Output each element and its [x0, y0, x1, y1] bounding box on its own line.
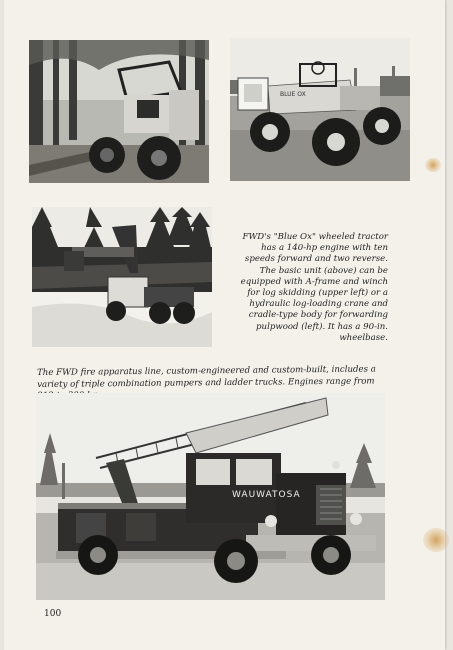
page-number: 100: [44, 609, 62, 619]
coffee-stain-small: [425, 158, 441, 172]
truck-lettering: WAUWATOSA: [232, 490, 301, 500]
photo-log-loader: [32, 207, 212, 347]
caption-fire-apparatus: The FWD fire apparatus line, custom-engineered and custom-built, includes a variety of triple combination pumpers and ladder trucks. Engines range from: [37, 364, 376, 390]
caption-blue-ox: FWD's "Blue Ox" wheeled tractor has a 140-hp engine with ten speeds forward and two reverse. The basic unit (above) can be equipped with A-frame and winch for log skidding (upper left) or a hydraulic log-loading crane and cradle-type body for forwarding pulpwood (left). It has a 90-in. wheelbase.: [240, 232, 388, 343]
svg-text:BLUE OX: BLUE OX: [280, 91, 306, 98]
photo-blue-ox-tractor: [230, 38, 410, 181]
photo-log-skidder: [29, 40, 209, 183]
magazine-page: [4, 0, 445, 650]
coffee-stain-large: [423, 528, 449, 552]
photo-fire-truck: [36, 393, 385, 600]
